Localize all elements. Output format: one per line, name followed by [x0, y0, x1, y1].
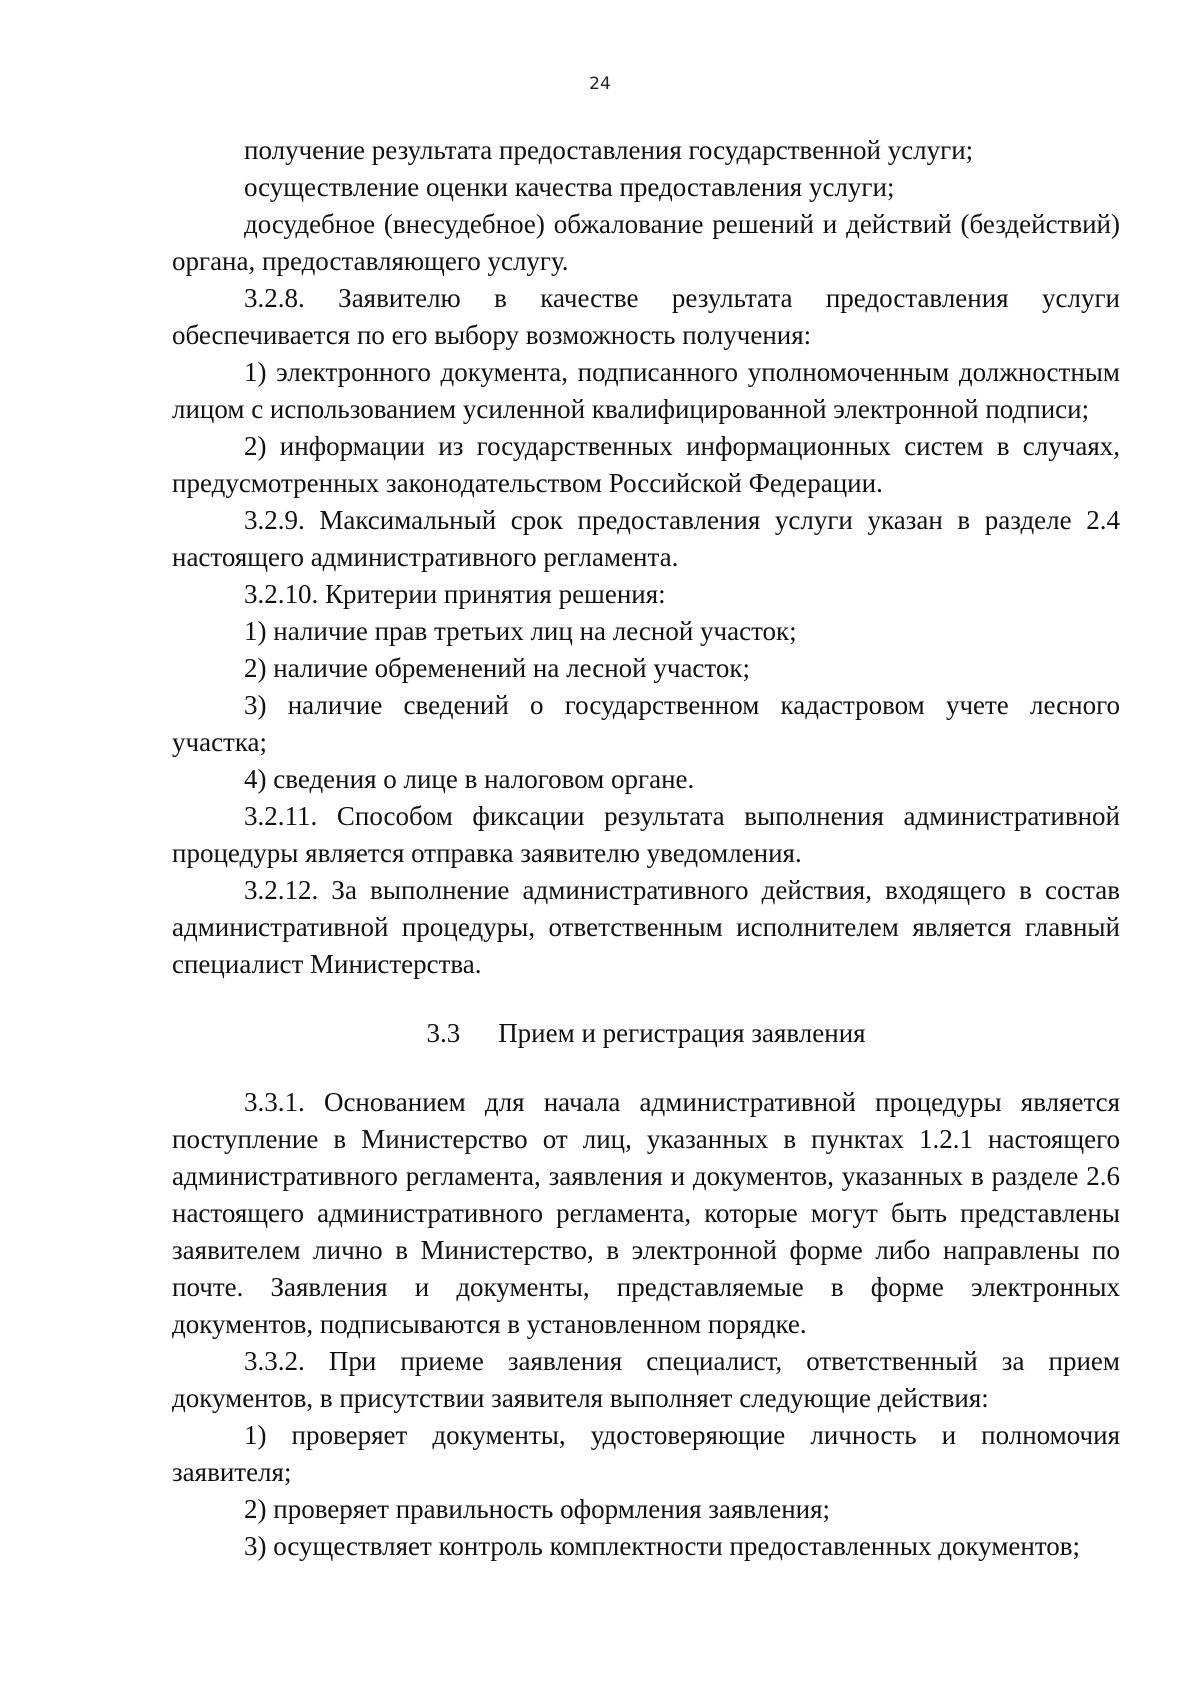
paragraph: досудебное (внесудебное) обжалование решений и действий (бездействий) органа, предоставляющего услугу. — [172, 209, 1120, 276]
paragraph: 2) проверяет правильность оформления заявления; — [244, 1494, 831, 1524]
paragraph: получение результата предоставления государственной услуги; — [244, 135, 974, 165]
paragraph: 2) информации из государственных информационных систем в случаях, предусмотренных законодательством Российской Федерации. — [172, 431, 1120, 498]
section-heading — [172, 1015, 1120, 1052]
paragraph: 3.2.11. Способом фиксации результата выполнения административной процедуры является отправка заявителю уведомления. — [172, 801, 1120, 868]
paragraph: 3.2.12. За выполнение административного действия, входящего в состав административной процедуры, ответственным исполнителем является главный специалист Министерства. — [172, 875, 1120, 979]
paragraph: осуществление оценки качества предоставления услуги; — [244, 172, 895, 202]
section-title: Прием и регистрация заявления — [498, 1018, 866, 1048]
document-body — [172, 132, 1120, 1565]
paragraph: 3.2.8. Заявителю в качестве результата предоставления услуги обеспечивается по его выбору возможность получения: — [172, 283, 1120, 350]
paragraph: 1) проверяет документы, удостоверяющие личность и полномочия заявителя; — [172, 1420, 1120, 1487]
paragraph: 3) наличие сведений о государственном кадастровом учете лесного участка; — [172, 690, 1120, 757]
paragraph: 3.3.1. Основанием для начала административной процедуры является поступление в Министерство от лиц, указанных в пунктах 1.2.1 настоящего административного регламента, заявления и документов, указанных в разделе 2.6 настоящего административного регламента, которые могут быть представлены заявителем лично в Министерство, в электронной форме либо направлены по почте. Заявления и документы, представляемые в форме электронных документов, подписываются в установленном порядке. — [172, 1087, 1120, 1339]
paragraph: 3) осуществляет контроль комплектности предоставленных документов; — [244, 1531, 1081, 1561]
page-number: 24 — [589, 74, 611, 94]
paragraph: 1) электронного документа, подписанного уполномоченным должностным лицом с использованием усиленной квалифицированной электронной подписи; — [172, 357, 1120, 424]
section-number: 3.3 — [426, 1018, 461, 1048]
paragraph: 3.3.2. При приеме заявления специалист, ответственный за прием документов, в присутствии заявителя выполняет следующие действия: — [172, 1346, 1120, 1413]
paragraph: 3.2.9. Максимальный срок предоставления услуги указан в разделе 2.4 настоящего административного регламента. — [172, 505, 1120, 572]
paragraph: 3.2.10. Критерии принятия решения: — [244, 579, 666, 609]
paragraph: 4) сведения о лице в налоговом органе. — [244, 764, 695, 794]
paragraph: 2) наличие обременений на лесной участок; — [244, 653, 750, 683]
paragraph: 1) наличие прав третьих лиц на лесной участок; — [244, 616, 797, 646]
